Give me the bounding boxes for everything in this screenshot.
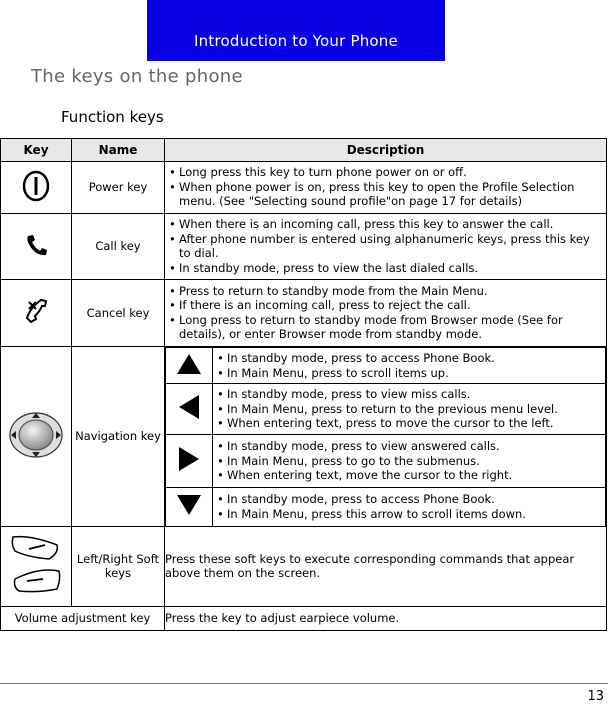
description-item: • In Main Menu, press to scroll items up. <box>217 366 601 381</box>
description-item: • In Main Menu, press to go to the submenus. <box>217 454 601 469</box>
table-row <box>166 348 606 384</box>
description-item: • In Main Menu, press this arrow to scroll items down. <box>217 507 601 522</box>
description-item: • Long press to return to standby mode from Browser mode (See for details), or enter Browser mode from standby mode. <box>169 313 602 342</box>
sub-title: Function keys <box>61 108 164 126</box>
key-icon-cell <box>1 347 72 527</box>
navigation-directions-table <box>165 347 606 526</box>
table-row <box>1 347 607 527</box>
table-row <box>166 435 606 488</box>
description-item: • In standby mode, press to access Phone Book. <box>217 351 601 366</box>
chapter-title: Introduction to Your Phone <box>194 32 398 50</box>
call-icon <box>24 232 48 258</box>
key-description: Press these soft keys to execute corresponding commands that appear above them on the screen. <box>165 526 607 606</box>
cancel-icon <box>21 296 51 326</box>
soft-keys-icon <box>9 531 63 597</box>
table-row <box>166 384 606 435</box>
column-header-key: Key <box>1 139 72 162</box>
navigation-directions-cell <box>165 347 607 527</box>
table-row <box>1 162 607 214</box>
key-description <box>165 280 607 347</box>
arrow-down-icon <box>177 495 201 515</box>
key-icon-cell <box>1 280 72 347</box>
description-item: • In Main Menu, press to return to the previous menu level. <box>217 402 601 417</box>
direction-description <box>213 435 606 488</box>
description-item: • After phone number is entered using alphanumeric keys, press this key to dial. <box>169 232 602 261</box>
description-item: • Press to return to standby mode from the Main Menu. <box>169 284 602 299</box>
chapter-banner <box>147 0 445 61</box>
description-item: • When entering text, press to move the cursor to the left. <box>217 416 601 431</box>
key-icon-cell <box>1 214 72 280</box>
description-item: • When entering text, move the cursor to the right. <box>217 468 601 483</box>
column-header-name: Name <box>72 139 165 162</box>
section-title: The keys on the phone <box>31 66 243 87</box>
arrow-cell <box>166 435 213 488</box>
key-name: Call key <box>72 214 165 280</box>
description-item: • In standby mode, press to access Phone Book. <box>217 492 601 507</box>
table-row <box>1 280 607 347</box>
key-description <box>165 162 607 214</box>
table-row <box>1 606 607 630</box>
table-row <box>1 214 607 280</box>
key-name: Left/Right Soft keys <box>72 526 165 606</box>
arrow-up-icon <box>177 354 201 374</box>
key-name: Cancel key <box>72 280 165 347</box>
description-item: • When phone power is on, press this key to open the Profile Selection menu. (See "Selecting sound profile"on page 17 for details) <box>169 180 602 209</box>
function-keys-table <box>0 138 607 631</box>
key-name: Volume adjustment key <box>1 606 165 630</box>
direction-description <box>213 488 606 526</box>
column-header-description: Description <box>165 139 607 162</box>
navigation-key-icon <box>8 410 64 460</box>
description-item: • In standby mode, press to view miss calls. <box>217 387 601 402</box>
page-number: 13 <box>587 689 604 704</box>
key-description <box>165 214 607 280</box>
table-header-row <box>1 139 607 162</box>
description-item: • If there is an incoming call, press to reject the call. <box>169 298 602 313</box>
arrow-cell <box>166 348 213 384</box>
description-item: • In standby mode, press to view answered calls. <box>217 439 601 454</box>
key-name: Power key <box>72 162 165 214</box>
direction-description <box>213 384 606 435</box>
arrow-right-icon <box>179 447 199 471</box>
arrow-cell <box>166 384 213 435</box>
arrow-cell <box>166 488 213 526</box>
table-row <box>1 526 607 606</box>
table-row <box>166 488 606 526</box>
direction-description <box>213 348 606 384</box>
key-description: Press the key to adjust earpiece volume. <box>165 606 607 630</box>
arrow-left-icon <box>179 395 199 419</box>
description-item: • In standby mode, press to view the last dialed calls. <box>169 261 602 276</box>
description-item: • When there is an incoming call, press this key to answer the call. <box>169 217 602 232</box>
footer-divider <box>0 683 608 684</box>
key-name: Navigation key <box>72 347 165 527</box>
description-item: • Long press this key to turn phone power on or off. <box>169 165 602 180</box>
power-icon <box>21 170 51 202</box>
key-icon-cell <box>1 162 72 214</box>
key-icon-cell <box>1 526 72 606</box>
